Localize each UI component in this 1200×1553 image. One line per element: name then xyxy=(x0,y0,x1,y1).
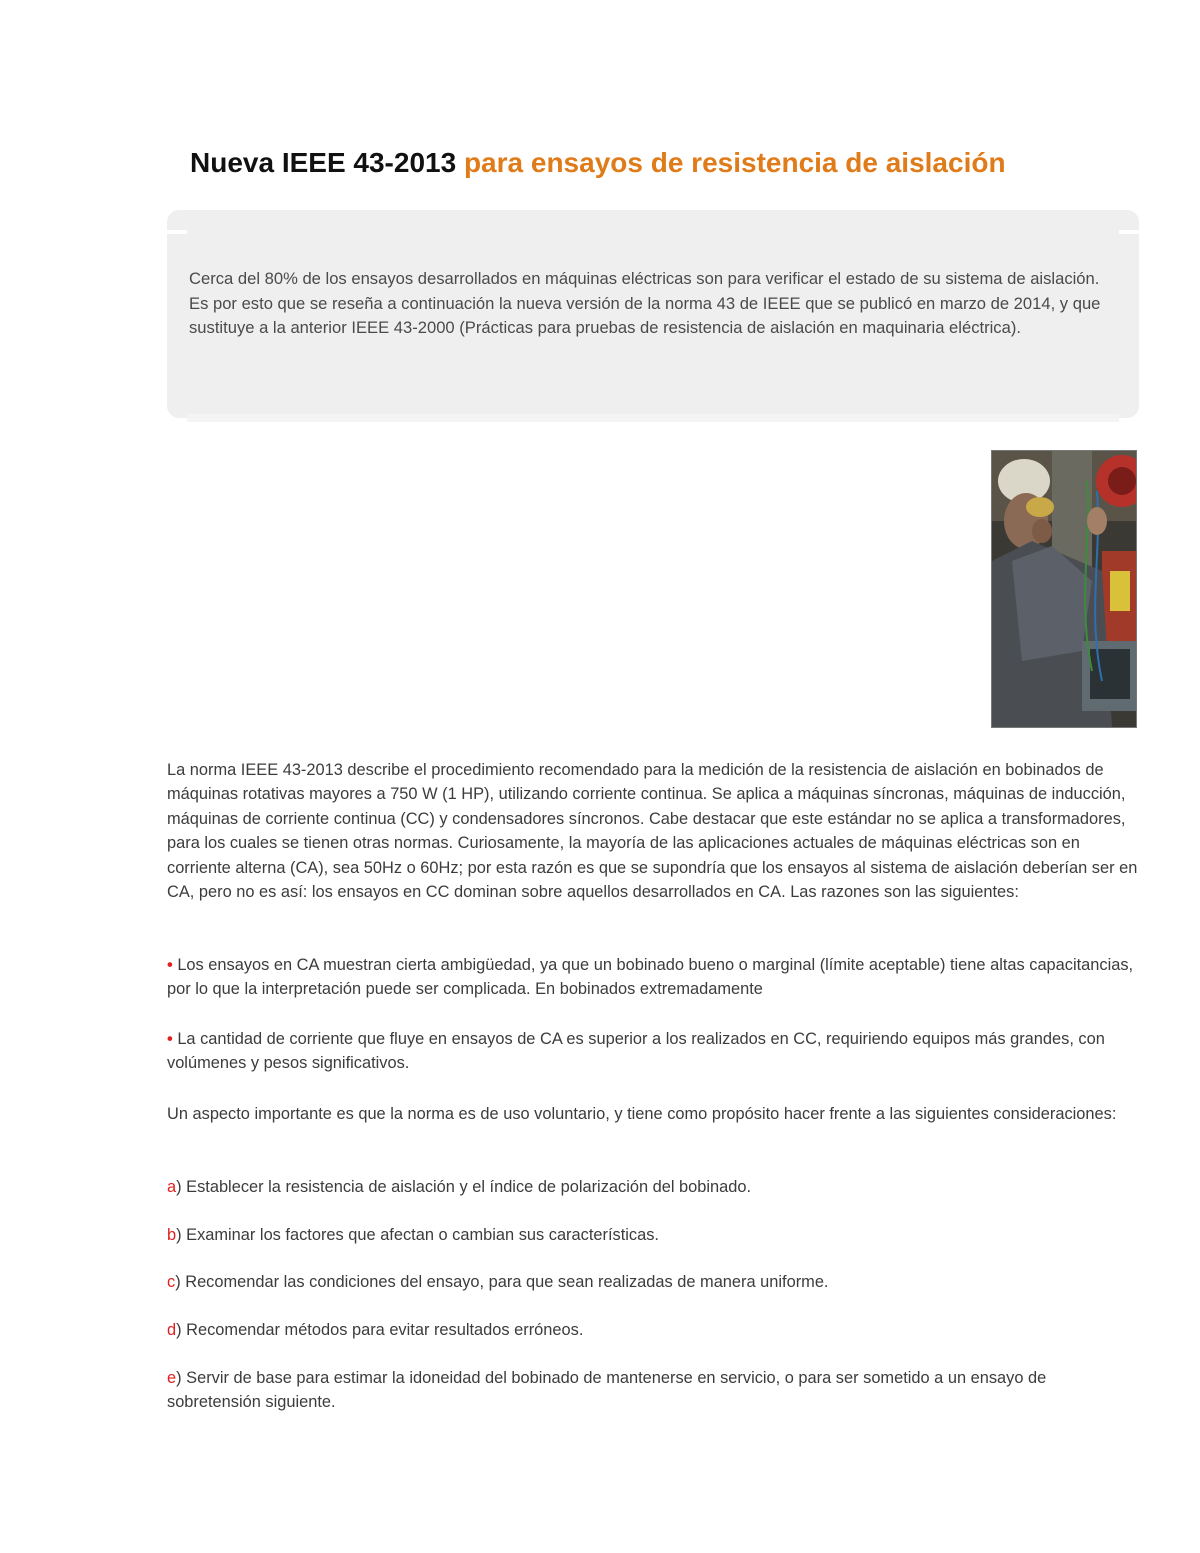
list-item-c xyxy=(167,1270,1139,1294)
list-text: Recomendar métodos para evitar resultados erróneos. xyxy=(181,1321,584,1339)
list-item-b xyxy=(167,1223,1139,1247)
summary-bottom-strip xyxy=(187,414,1119,422)
list-text: Recomendar las condiciones del ensayo, para que sean realizadas de manera uniforme. xyxy=(180,1273,829,1291)
article-title xyxy=(190,143,1006,183)
list-letter: a xyxy=(167,1178,177,1196)
summary-text: Cerca del 80% de los ensayos desarrollados en máquinas eléctricas son para verificar el estado de su sistema de aislación. Es por esto que se reseña a continuación la nueva versión de la norma 43 de IEEE que se publicó en marzo de 2014, y que sustituye a la anterior IEEE 43-2000 (Prácticas para pruebas de resistencia de aislación en maquinaria eléctrica). xyxy=(189,269,1101,337)
bullet-item xyxy=(167,1027,1139,1076)
list-paren: ) xyxy=(176,1178,182,1196)
list-text: Servir de base para estimar la idoneidad del bobinado de mantenerse en servicio, o para ser sometido a un ensayo de sobretensión siguiente. xyxy=(167,1369,1047,1412)
list-letter: d xyxy=(167,1321,177,1339)
list-item-d xyxy=(167,1318,1139,1342)
list-letter: e xyxy=(167,1369,177,1387)
list-paren: ) xyxy=(175,1273,181,1291)
list-paren: ) xyxy=(176,1369,182,1387)
purpose-paragraph: Un aspecto importante es que la norma es de uso voluntario, y tiene como propósito hacer frente a las siguientes consideraciones: xyxy=(167,1105,1117,1123)
bullet-text: La cantidad de corriente que fluye en ensayos de CA es superior a los realizados en CC, requiriendo equipos más grandes, con volúmenes y pesos significativos. xyxy=(167,1030,1105,1073)
list-paren: ) xyxy=(176,1226,182,1244)
list-paren: ) xyxy=(176,1321,182,1339)
list-letter: b xyxy=(167,1226,177,1244)
intro-paragraph: La norma IEEE 43-2013 describe el procedimiento recomendado para la medición de la resistencia de aislación en bobinados de máquinas rotativas mayores a 750 W (1 HP), utilizando corriente continua. Se aplica a máquinas síncronas, máquinas de inducción, máquinas de corriente continua (CC) y condensadores síncronos. Cabe destacar que este estándar no se aplica a transformadores, para los cuales se tienen otras normas. Curiosamente, la mayoría de las aplicaciones actuales de máquinas eléctricas son en corriente alterna (CA), sea 50Hz o 60Hz; por esta razón es que se supondría que los ensayos al sistema de aislación deberían ser en CA, pero no es así: los ensayos en CC dominan sobre aquellos desarrollados en CA. Las razones son las siguientes: xyxy=(167,761,1138,902)
summary-notch-right xyxy=(1119,230,1139,234)
summary-box xyxy=(167,210,1139,418)
list-item-e xyxy=(167,1366,1139,1415)
title-main: Nueva IEEE 43-2013 xyxy=(190,147,457,178)
list-text: Establecer la resistencia de aislación y el índice de polarización del bobinado. xyxy=(181,1178,752,1196)
bullet-item xyxy=(167,953,1139,1002)
summary-notch-left xyxy=(167,230,187,234)
bullet-marker: • xyxy=(167,956,173,974)
list-letter: c xyxy=(167,1273,176,1291)
list-item-a xyxy=(167,1175,1139,1199)
article-photo xyxy=(991,450,1137,728)
list-text: Examinar los factores que afectan o cambian sus características. xyxy=(181,1226,659,1244)
title-accent: para ensayos de resistencia de aislación xyxy=(463,147,1006,178)
bullet-text: Los ensayos en CA muestran cierta ambigüedad, ya que un bobinado bueno o marginal (límite aceptable) tiene altas capacitancias, por lo que la interpretación puede ser complicada. En bobinados extremadamente xyxy=(167,956,1134,999)
bullet-marker: • xyxy=(167,1030,173,1048)
